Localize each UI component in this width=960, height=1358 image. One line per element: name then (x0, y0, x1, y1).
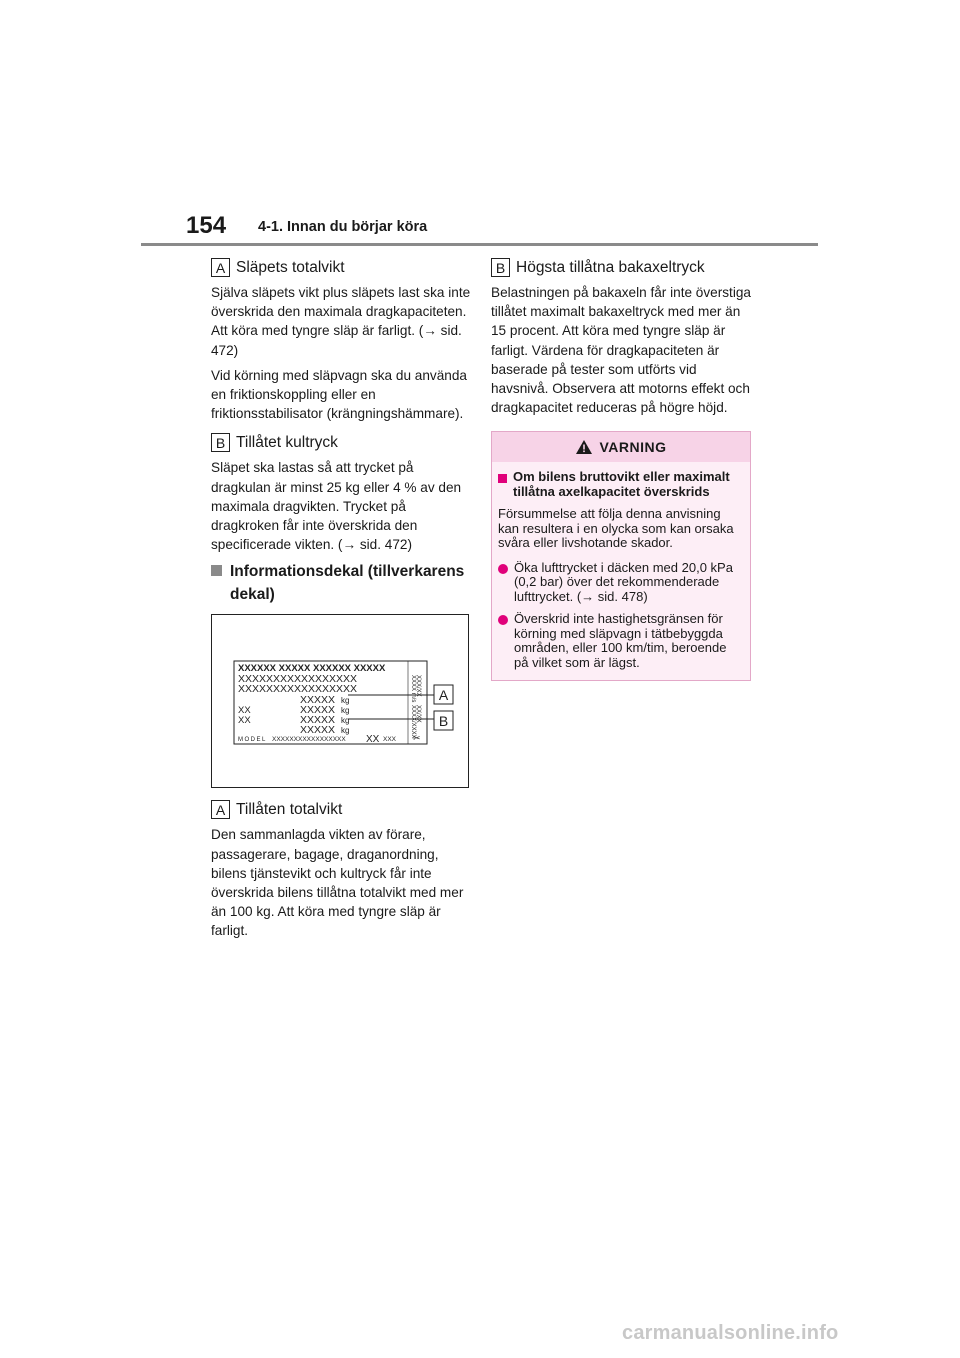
kg-value: XXXXX (300, 694, 336, 707)
callout-b: B (438, 713, 449, 730)
warning-header (492, 432, 750, 462)
square-bullet-icon (211, 565, 222, 576)
heading-text: Tillåtet kultryck (236, 433, 338, 451)
xx-value: XX (238, 705, 251, 717)
badge-a: A (211, 258, 230, 277)
paragraph: Den sammanlagda vikten av förare, passagerare, bagage, draganordning, bilens tjänstevikt och kultryck får inte överskrida bilens tillåtna totalvikt med mer än 100 kg. Att köra med tyngre släp är farligt. (211, 827, 464, 939)
warning-text: Försummelse att följa denna anvisning kan resultera i en olycka som kan orsaka svåra eller livshotande skador. (498, 506, 734, 551)
warning-item (498, 470, 744, 499)
heading-rear-axle (491, 258, 753, 277)
warning-bold-text: Om bilens bruttovikt eller maximalt tillåtna axelkapacitet överskrids (513, 469, 730, 499)
xx-value: XX (238, 715, 251, 727)
warning-body (492, 462, 750, 680)
kg-unit: kg (341, 726, 350, 736)
vertical-code-text (410, 675, 421, 739)
paragraph: Belastningen på bakaxeln får inte överstiga tillåtet maximalt bakaxeltryck med mer än 15 procent. Att köra med tyngre släp är farligt. Värdena för dragkapaciteten är baserade på tester som utförts vid havsnivå. Observera att motorns effekt och dragkapacitet reduceras på högre höjd. (491, 285, 751, 416)
kg-value: XXXXX (300, 704, 336, 717)
model-xx: XX (366, 734, 380, 746)
model-label: MODEL (238, 737, 267, 744)
left-column (211, 258, 471, 947)
svg-text:XXXX m/s: XXXX m/s (410, 675, 416, 703)
warning-box (491, 431, 751, 681)
kg-value: XXXXX (300, 724, 336, 737)
svg-text:XXXX/XXXX: XXXX/XXXX (410, 705, 416, 740)
heading-text: Tillåten totalvikt (236, 800, 343, 818)
section-title: 4-1. Innan du börjar köra (258, 219, 428, 235)
label-row-3: XXXXXXXXXXXXXXXXX (238, 683, 358, 696)
watermark: carmanualsonline.info (622, 1322, 839, 1344)
kg-unit: kg (341, 706, 350, 716)
kg-value: XXXXX (300, 714, 336, 727)
square-bullet-icon (498, 474, 507, 483)
warning-item (498, 561, 744, 605)
paragraph: Släpet ska lastas så att trycket på dragkulan är minst 25 kg eller 4 % av den maximala dragvikten. Trycket på dragkroken får inte överskrida den specificerade vikten. (→ sid. 472) (211, 460, 462, 553)
label-row-2: XXXXXXXXXXXXXXXXX (238, 673, 358, 686)
warning-title: VARNING (599, 439, 667, 456)
callout-a: A (438, 687, 449, 704)
model-xxx: XXX (383, 736, 397, 744)
dot-bullet-icon (498, 615, 508, 625)
svg-text:✂: ✂ (413, 733, 421, 744)
badge-a: A (211, 800, 230, 819)
badge-b: B (491, 258, 510, 277)
kg-unit: kg (341, 716, 350, 726)
label-diagram (212, 615, 468, 787)
heading-info-label (211, 560, 471, 606)
warning-text: Öka lufttrycket i däcken med 20,0 kPa (0,2 bar) över det rekommenderade lufttrycket. (→ sid. 478) (514, 559, 733, 604)
warning-triangle-icon (575, 439, 593, 455)
model-value: XXXXXXXXXXXXXXXXX (272, 736, 346, 744)
header-rule (141, 243, 818, 246)
heading-text: Högsta tillåtna bakaxeltryck (516, 258, 705, 276)
svg-text:XX/XX: XX/XX (415, 705, 421, 724)
warning-text: Överskrid inte hastighetsgränsen för körning med släpvagn i tätbebyggda områden, eller 100 km/tim, beroende på vilket som är lägst. (514, 611, 727, 670)
paragraph: Själva släpets vikt plus släpets last ska inte överskrida den maximala dragkapaciteten. Att köra med tyngre släp är farligt. (→ sid. 472) (211, 285, 471, 358)
heading-text: Släpets totalvikt (236, 258, 345, 276)
paragraph: Vid körning med släpvagn ska du använda en friktionskoppling eller en friktionsstabilisator (krängningshämmare). (211, 367, 467, 422)
heading-text: Informationsdekal (tillverkarens dekal) (230, 563, 465, 604)
heading-permitted-total-weight (211, 800, 471, 819)
heading-ball-pressure (211, 433, 471, 452)
svg-text:XXX/XX: XXX/XX (415, 675, 421, 698)
page-number: 154 (186, 212, 227, 239)
heading-trailer-total-weight (211, 258, 471, 277)
badge-b: B (211, 433, 230, 452)
dot-bullet-icon (498, 564, 508, 574)
kg-unit: kg (341, 696, 350, 706)
label-row-1: XXXXXX XXXXX XXXXXX XXXXX (238, 663, 386, 675)
right-column (491, 258, 753, 681)
warning-item (498, 612, 744, 670)
manufacturer-label-figure (211, 614, 469, 788)
